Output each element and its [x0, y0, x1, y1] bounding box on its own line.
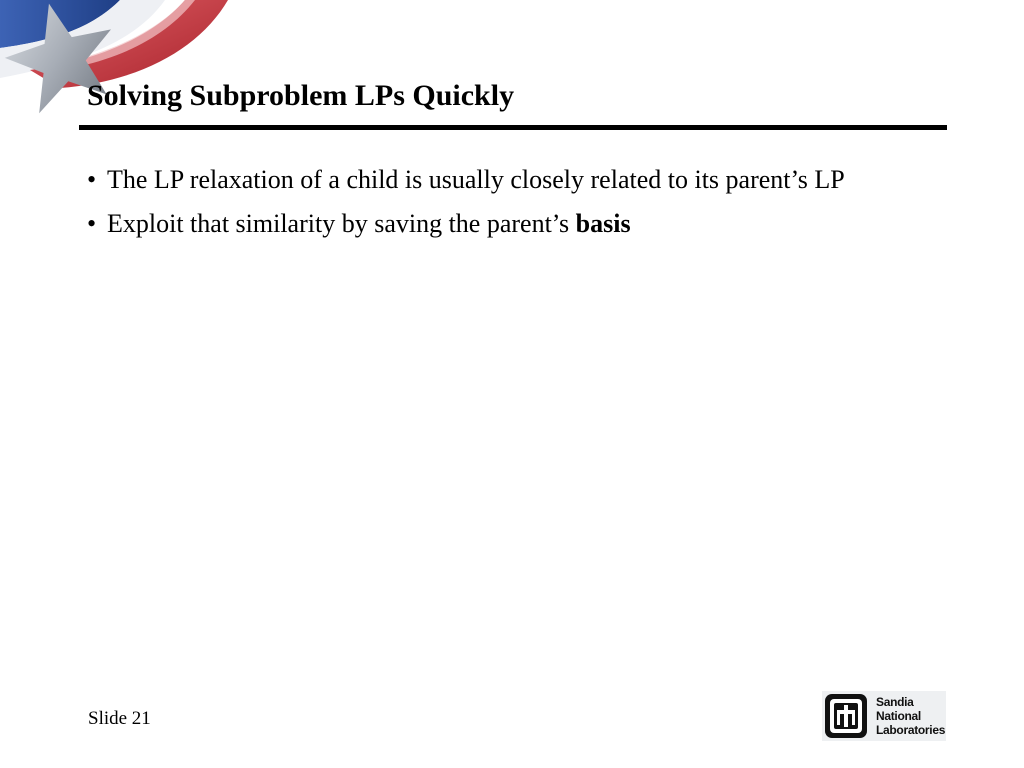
logo-line: Sandia: [876, 695, 914, 709]
title-divider: [79, 125, 947, 130]
slide-title: Solving Subproblem LPs Quickly: [87, 79, 515, 112]
logo-line: Laboratories: [876, 723, 946, 737]
logo-line: National: [876, 709, 921, 723]
bullet-item: [87, 206, 845, 242]
bullet-text: The LP relaxation of a child is usually closely related to its parent’s LP: [107, 165, 845, 194]
bullet-text: Exploit that similarity by saving the parent’s: [107, 209, 576, 238]
bullet-item: [87, 162, 845, 198]
bullet-bold-term: basis: [575, 209, 631, 238]
bullet-marker: •: [87, 209, 97, 238]
slide-number: Slide 21: [88, 708, 151, 729]
bullet-marker: •: [87, 165, 97, 194]
bullet-list: [87, 162, 845, 250]
sandia-thunderbird-icon: [824, 693, 868, 739]
sandia-logo: [822, 691, 946, 741]
logo-wordmark: [876, 695, 945, 737]
